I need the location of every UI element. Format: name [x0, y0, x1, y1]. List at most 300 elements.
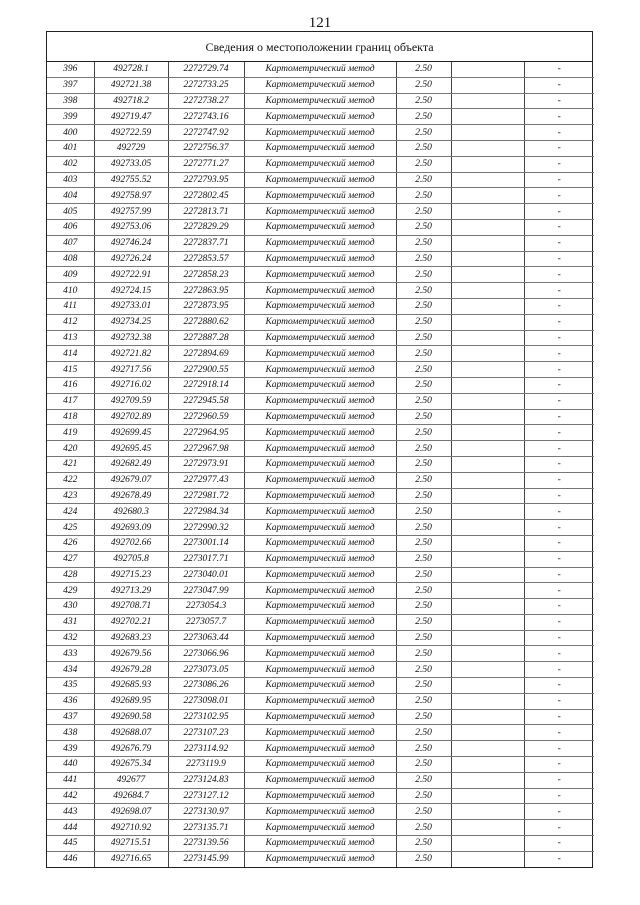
accuracy-cell: 2.50: [396, 298, 451, 314]
y-coordinate-cell: 2273040.01: [168, 567, 244, 583]
table-row: [47, 77, 594, 93]
dash-cell: -: [524, 109, 594, 125]
method-cell: Картометрический метод: [244, 614, 396, 630]
dash-cell: -: [524, 267, 594, 283]
dash-cell: -: [524, 93, 594, 109]
x-coordinate-cell: 492702.89: [94, 409, 168, 425]
y-coordinate-cell: 2273102.95: [168, 709, 244, 725]
table-row: [47, 125, 594, 141]
method-cell: Картометрический метод: [244, 630, 396, 646]
point-number-cell: 402: [47, 156, 94, 172]
point-number-cell: 446: [47, 851, 94, 866]
method-cell: Картометрический метод: [244, 172, 396, 188]
x-coordinate-cell: 492689.95: [94, 693, 168, 709]
table-row: [47, 725, 594, 741]
table-row: [47, 330, 594, 346]
blank-cell: [451, 488, 524, 504]
table-row: [47, 599, 594, 615]
blank-cell: [451, 298, 524, 314]
dash-cell: -: [524, 630, 594, 646]
method-cell: Картометрический метод: [244, 235, 396, 251]
table-row: [47, 772, 594, 788]
boundary-points-table: [47, 62, 594, 867]
dash-cell: -: [524, 725, 594, 741]
table-row: [47, 456, 594, 472]
point-number-cell: 426: [47, 535, 94, 551]
dash-cell: -: [524, 235, 594, 251]
method-cell: Картометрический метод: [244, 298, 396, 314]
point-number-cell: 400: [47, 125, 94, 141]
x-coordinate-cell: 492721.82: [94, 346, 168, 362]
y-coordinate-cell: 2273114.92: [168, 741, 244, 757]
point-number-cell: 409: [47, 267, 94, 283]
method-cell: Картометрический метод: [244, 851, 396, 866]
x-coordinate-cell: 492718.2: [94, 93, 168, 109]
dash-cell: -: [524, 662, 594, 678]
point-number-cell: 420: [47, 441, 94, 457]
method-cell: Картометрический метод: [244, 804, 396, 820]
point-number-cell: 429: [47, 583, 94, 599]
dash-cell: -: [524, 425, 594, 441]
dash-cell: -: [524, 504, 594, 520]
accuracy-cell: 2.50: [396, 851, 451, 866]
y-coordinate-cell: 2273073.05: [168, 662, 244, 678]
y-coordinate-cell: 2272977.43: [168, 472, 244, 488]
accuracy-cell: 2.50: [396, 472, 451, 488]
x-coordinate-cell: 492715.51: [94, 836, 168, 852]
method-cell: Картометрический метод: [244, 156, 396, 172]
point-number-cell: 427: [47, 551, 94, 567]
point-number-cell: 439: [47, 741, 94, 757]
point-number-cell: 396: [47, 62, 94, 77]
dash-cell: -: [524, 804, 594, 820]
method-cell: Картометрический метод: [244, 330, 396, 346]
x-coordinate-cell: 492690.58: [94, 709, 168, 725]
x-coordinate-cell: 492702.21: [94, 614, 168, 630]
accuracy-cell: 2.50: [396, 441, 451, 457]
method-cell: Картометрический метод: [244, 109, 396, 125]
point-number-cell: 397: [47, 77, 94, 93]
dash-cell: -: [524, 441, 594, 457]
y-coordinate-cell: 2273145.99: [168, 851, 244, 866]
table-row: [47, 504, 594, 520]
dash-cell: -: [524, 188, 594, 204]
x-coordinate-cell: 492758.97: [94, 188, 168, 204]
method-cell: Картометрический метод: [244, 725, 396, 741]
x-coordinate-cell: 492755.52: [94, 172, 168, 188]
point-number-cell: 431: [47, 614, 94, 630]
dash-cell: -: [524, 140, 594, 156]
accuracy-cell: 2.50: [396, 693, 451, 709]
point-number-cell: 412: [47, 314, 94, 330]
x-coordinate-cell: 492729: [94, 140, 168, 156]
blank-cell: [451, 441, 524, 457]
method-cell: Картометрический метод: [244, 599, 396, 615]
method-cell: Картометрический метод: [244, 678, 396, 694]
x-coordinate-cell: 492717.56: [94, 362, 168, 378]
y-coordinate-cell: 2272729.74: [168, 62, 244, 77]
blank-cell: [451, 393, 524, 409]
accuracy-cell: 2.50: [396, 520, 451, 536]
table-body: [47, 62, 594, 867]
x-coordinate-cell: 492705.8: [94, 551, 168, 567]
dash-cell: -: [524, 204, 594, 220]
accuracy-cell: 2.50: [396, 346, 451, 362]
y-coordinate-cell: 2273086.26: [168, 678, 244, 694]
table-row: [47, 630, 594, 646]
point-number-cell: 401: [47, 140, 94, 156]
dash-cell: -: [524, 219, 594, 235]
accuracy-cell: 2.50: [396, 599, 451, 615]
table-row: [47, 472, 594, 488]
y-coordinate-cell: 2272984.34: [168, 504, 244, 520]
point-number-cell: 434: [47, 662, 94, 678]
table-row: [47, 551, 594, 567]
point-number-cell: 425: [47, 520, 94, 536]
method-cell: Картометрический метод: [244, 62, 396, 77]
method-cell: Картометрический метод: [244, 535, 396, 551]
point-number-cell: 415: [47, 362, 94, 378]
method-cell: Картометрический метод: [244, 646, 396, 662]
point-number-cell: 436: [47, 693, 94, 709]
y-coordinate-cell: 2272829.29: [168, 219, 244, 235]
accuracy-cell: 2.50: [396, 614, 451, 630]
dash-cell: -: [524, 788, 594, 804]
y-coordinate-cell: 2272990.32: [168, 520, 244, 536]
x-coordinate-cell: 492684.7: [94, 788, 168, 804]
table-row: [47, 535, 594, 551]
point-number-cell: 423: [47, 488, 94, 504]
point-number-cell: 399: [47, 109, 94, 125]
table-row: [47, 741, 594, 757]
method-cell: Картометрический метод: [244, 314, 396, 330]
x-coordinate-cell: 492722.59: [94, 125, 168, 141]
method-cell: Картометрический метод: [244, 362, 396, 378]
accuracy-cell: 2.50: [396, 646, 451, 662]
blank-cell: [451, 662, 524, 678]
blank-cell: [451, 125, 524, 141]
table-row: [47, 93, 594, 109]
blank-cell: [451, 693, 524, 709]
dash-cell: -: [524, 709, 594, 725]
accuracy-cell: 2.50: [396, 836, 451, 852]
accuracy-cell: 2.50: [396, 393, 451, 409]
x-coordinate-cell: 492678.49: [94, 488, 168, 504]
dash-cell: -: [524, 314, 594, 330]
x-coordinate-cell: 492710.92: [94, 820, 168, 836]
y-coordinate-cell: 2272756.37: [168, 140, 244, 156]
dash-cell: -: [524, 520, 594, 536]
blank-cell: [451, 362, 524, 378]
dash-cell: -: [524, 346, 594, 362]
accuracy-cell: 2.50: [396, 125, 451, 141]
dash-cell: -: [524, 362, 594, 378]
table-row: [47, 567, 594, 583]
y-coordinate-cell: 2272981.72: [168, 488, 244, 504]
dash-cell: -: [524, 678, 594, 694]
table-row: [47, 441, 594, 457]
y-coordinate-cell: 2272960.59: [168, 409, 244, 425]
x-coordinate-cell: 492724.15: [94, 283, 168, 299]
table-row: [47, 62, 594, 77]
table-row: [47, 678, 594, 694]
blank-cell: [451, 630, 524, 646]
accuracy-cell: 2.50: [396, 140, 451, 156]
y-coordinate-cell: 2272813.71: [168, 204, 244, 220]
accuracy-cell: 2.50: [396, 188, 451, 204]
x-coordinate-cell: 492683.23: [94, 630, 168, 646]
x-coordinate-cell: 492716.02: [94, 377, 168, 393]
table-row: [47, 520, 594, 536]
boundary-table-sheet: [46, 31, 593, 868]
point-number-cell: 410: [47, 283, 94, 299]
blank-cell: [451, 77, 524, 93]
table-row: [47, 646, 594, 662]
blank-cell: [451, 172, 524, 188]
x-coordinate-cell: 492757.99: [94, 204, 168, 220]
blank-cell: [451, 346, 524, 362]
dash-cell: -: [524, 62, 594, 77]
point-number-cell: 407: [47, 235, 94, 251]
method-cell: Картометрический метод: [244, 583, 396, 599]
table-row: [47, 204, 594, 220]
point-number-cell: 414: [47, 346, 94, 362]
point-number-cell: 411: [47, 298, 94, 314]
y-coordinate-cell: 2272863.95: [168, 283, 244, 299]
method-cell: Картометрический метод: [244, 204, 396, 220]
blank-cell: [451, 725, 524, 741]
method-cell: Картометрический метод: [244, 567, 396, 583]
method-cell: Картометрический метод: [244, 267, 396, 283]
point-number-cell: 418: [47, 409, 94, 425]
y-coordinate-cell: 2272887.28: [168, 330, 244, 346]
x-coordinate-cell: 492733.05: [94, 156, 168, 172]
dash-cell: -: [524, 757, 594, 773]
point-number-cell: 404: [47, 188, 94, 204]
blank-cell: [451, 93, 524, 109]
y-coordinate-cell: 2272900.55: [168, 362, 244, 378]
blank-cell: [451, 188, 524, 204]
blank-cell: [451, 140, 524, 156]
accuracy-cell: 2.50: [396, 377, 451, 393]
dash-cell: -: [557, 854, 561, 865]
page-number: 121: [308, 15, 332, 31]
blank-cell: [451, 804, 524, 820]
dash-cell: -: [524, 472, 594, 488]
y-coordinate-cell: 2273047.99: [168, 583, 244, 599]
method-cell: Картометрический метод: [244, 393, 396, 409]
point-number-cell: 424: [47, 504, 94, 520]
dash-cell: -: [524, 614, 594, 630]
table-row: [47, 377, 594, 393]
dash-cell: -: [524, 488, 594, 504]
table-row: [47, 267, 594, 283]
x-coordinate-cell: 492726.24: [94, 251, 168, 267]
method-cell: Картометрический метод: [244, 93, 396, 109]
accuracy-cell: 2.50: [396, 772, 451, 788]
blank-cell: [451, 851, 524, 866]
method-cell: Картометрический метод: [244, 283, 396, 299]
blank-cell: [451, 678, 524, 694]
point-number-cell: 445: [47, 836, 94, 852]
dash-cell: -: [524, 551, 594, 567]
table-row: [47, 409, 594, 425]
y-coordinate-cell: 2273098.01: [168, 693, 244, 709]
x-coordinate-cell: 492680.3: [94, 504, 168, 520]
x-coordinate-cell: 492719.47: [94, 109, 168, 125]
method-cell: Картометрический метод: [244, 140, 396, 156]
dash-cell: -: [524, 535, 594, 551]
y-coordinate-cell: 2272967.98: [168, 441, 244, 457]
x-coordinate-cell: 492676.79: [94, 741, 168, 757]
method-cell: Картометрический метод: [244, 77, 396, 93]
blank-cell: [451, 204, 524, 220]
table-row: [47, 820, 594, 836]
method-cell: Картометрический метод: [244, 772, 396, 788]
x-coordinate-cell: 492679.07: [94, 472, 168, 488]
method-cell: Картометрический метод: [244, 346, 396, 362]
point-number-cell: 419: [47, 425, 94, 441]
accuracy-cell: 2.50: [396, 504, 451, 520]
table-row: [47, 235, 594, 251]
table-row: [47, 693, 594, 709]
point-number-cell: 442: [47, 788, 94, 804]
blank-cell: [451, 757, 524, 773]
method-cell: Картометрический метод: [244, 472, 396, 488]
dash-cell: -: [524, 646, 594, 662]
accuracy-cell: 2.50: [396, 709, 451, 725]
table-row: [47, 804, 594, 820]
dash-cell: -: [524, 77, 594, 93]
table-row: [47, 836, 594, 852]
blank-cell: [451, 425, 524, 441]
blank-cell: [451, 456, 524, 472]
method-cell: Картометрический метод: [244, 693, 396, 709]
accuracy-cell: 2.50: [396, 204, 451, 220]
y-coordinate-cell: 2272894.69: [168, 346, 244, 362]
table-row: [47, 393, 594, 409]
method-cell: Картометрический метод: [244, 741, 396, 757]
table-row: [47, 709, 594, 725]
blank-cell: [451, 709, 524, 725]
blank-cell: [451, 219, 524, 235]
y-coordinate-cell: 2273017.71: [168, 551, 244, 567]
y-coordinate-cell: 2272793.95: [168, 172, 244, 188]
accuracy-cell: 2.50: [396, 757, 451, 773]
dash-cell: -: [524, 820, 594, 836]
table-row: [47, 283, 594, 299]
blank-cell: [451, 520, 524, 536]
blank-cell: [451, 267, 524, 283]
point-number-cell: 406: [47, 219, 94, 235]
accuracy-cell: 2.50: [396, 156, 451, 172]
dash-cell: -: [524, 172, 594, 188]
x-coordinate-cell: 492682.49: [94, 456, 168, 472]
x-coordinate-cell: 492677: [94, 772, 168, 788]
table-row: [47, 109, 594, 125]
method-cell: Картометрический метод: [244, 441, 396, 457]
table-row: [47, 188, 594, 204]
method-cell: Картометрический метод: [244, 251, 396, 267]
accuracy-cell: 2.50: [396, 362, 451, 378]
blank-cell: [451, 377, 524, 393]
blank-cell: [451, 599, 524, 615]
table-row: [47, 219, 594, 235]
point-number-cell: 422: [47, 472, 94, 488]
dash-cell: -: [524, 377, 594, 393]
y-coordinate-cell: 2272738.27: [168, 93, 244, 109]
blank-cell: [451, 788, 524, 804]
dash-cell: -: [524, 456, 594, 472]
table-row: [47, 662, 594, 678]
dash-cell: -: [524, 567, 594, 583]
x-coordinate-cell: 492679.28: [94, 662, 168, 678]
accuracy-cell: 2.50: [396, 567, 451, 583]
y-coordinate-cell: 2272973.91: [168, 456, 244, 472]
accuracy-cell: 2.50: [396, 235, 451, 251]
accuracy-cell: 2.50: [396, 583, 451, 599]
point-number-cell: 403: [47, 172, 94, 188]
blank-cell: [451, 567, 524, 583]
accuracy-cell: 2.50: [396, 172, 451, 188]
table-row: [47, 251, 594, 267]
x-coordinate-cell: 492746.24: [94, 235, 168, 251]
blank-cell: [451, 109, 524, 125]
y-coordinate-cell: 2273139.56: [168, 836, 244, 852]
y-coordinate-cell: 2273001.14: [168, 535, 244, 551]
method-cell: Картометрический метод: [244, 425, 396, 441]
blank-cell: [451, 535, 524, 551]
y-coordinate-cell: 2272771.27: [168, 156, 244, 172]
y-coordinate-cell: 2272918.14: [168, 377, 244, 393]
y-coordinate-cell: 2272853.57: [168, 251, 244, 267]
dash-cell: -: [524, 393, 594, 409]
y-coordinate-cell: 2272733.25: [168, 77, 244, 93]
x-coordinate-cell: 492753.06: [94, 219, 168, 235]
method-cell: Картометрический метод: [244, 125, 396, 141]
y-coordinate-cell: 2273135.71: [168, 820, 244, 836]
y-coordinate-cell: 2272945.58: [168, 393, 244, 409]
blank-cell: [451, 772, 524, 788]
dash-cell: -: [524, 583, 594, 599]
method-cell: Картометрический метод: [244, 219, 396, 235]
dash-cell: -: [524, 125, 594, 141]
accuracy-cell: 2.50: [396, 409, 451, 425]
blank-cell: [451, 614, 524, 630]
point-number-cell: 432: [47, 630, 94, 646]
accuracy-cell: 2.50: [396, 551, 451, 567]
method-cell: Картометрический метод: [244, 709, 396, 725]
point-number-cell: 438: [47, 725, 94, 741]
accuracy-cell: 2.50: [396, 535, 451, 551]
table-row: [47, 346, 594, 362]
y-coordinate-cell: 2273054.3: [168, 599, 244, 615]
x-coordinate-cell: 492715.23: [94, 567, 168, 583]
table-row: [47, 156, 594, 172]
accuracy-cell: 2.50: [396, 820, 451, 836]
table-row: [47, 488, 594, 504]
x-coordinate-cell: 492699.45: [94, 425, 168, 441]
point-number-cell: 437: [47, 709, 94, 725]
accuracy-cell: 2.50: [396, 93, 451, 109]
blank-cell: [451, 836, 524, 852]
y-coordinate-cell: 2272802.45: [168, 188, 244, 204]
accuracy-cell: 2.50: [396, 804, 451, 820]
table-row: [47, 614, 594, 630]
dash-cell: -: [524, 156, 594, 172]
table-row: [47, 425, 594, 441]
point-number-cell: 405: [47, 204, 94, 220]
